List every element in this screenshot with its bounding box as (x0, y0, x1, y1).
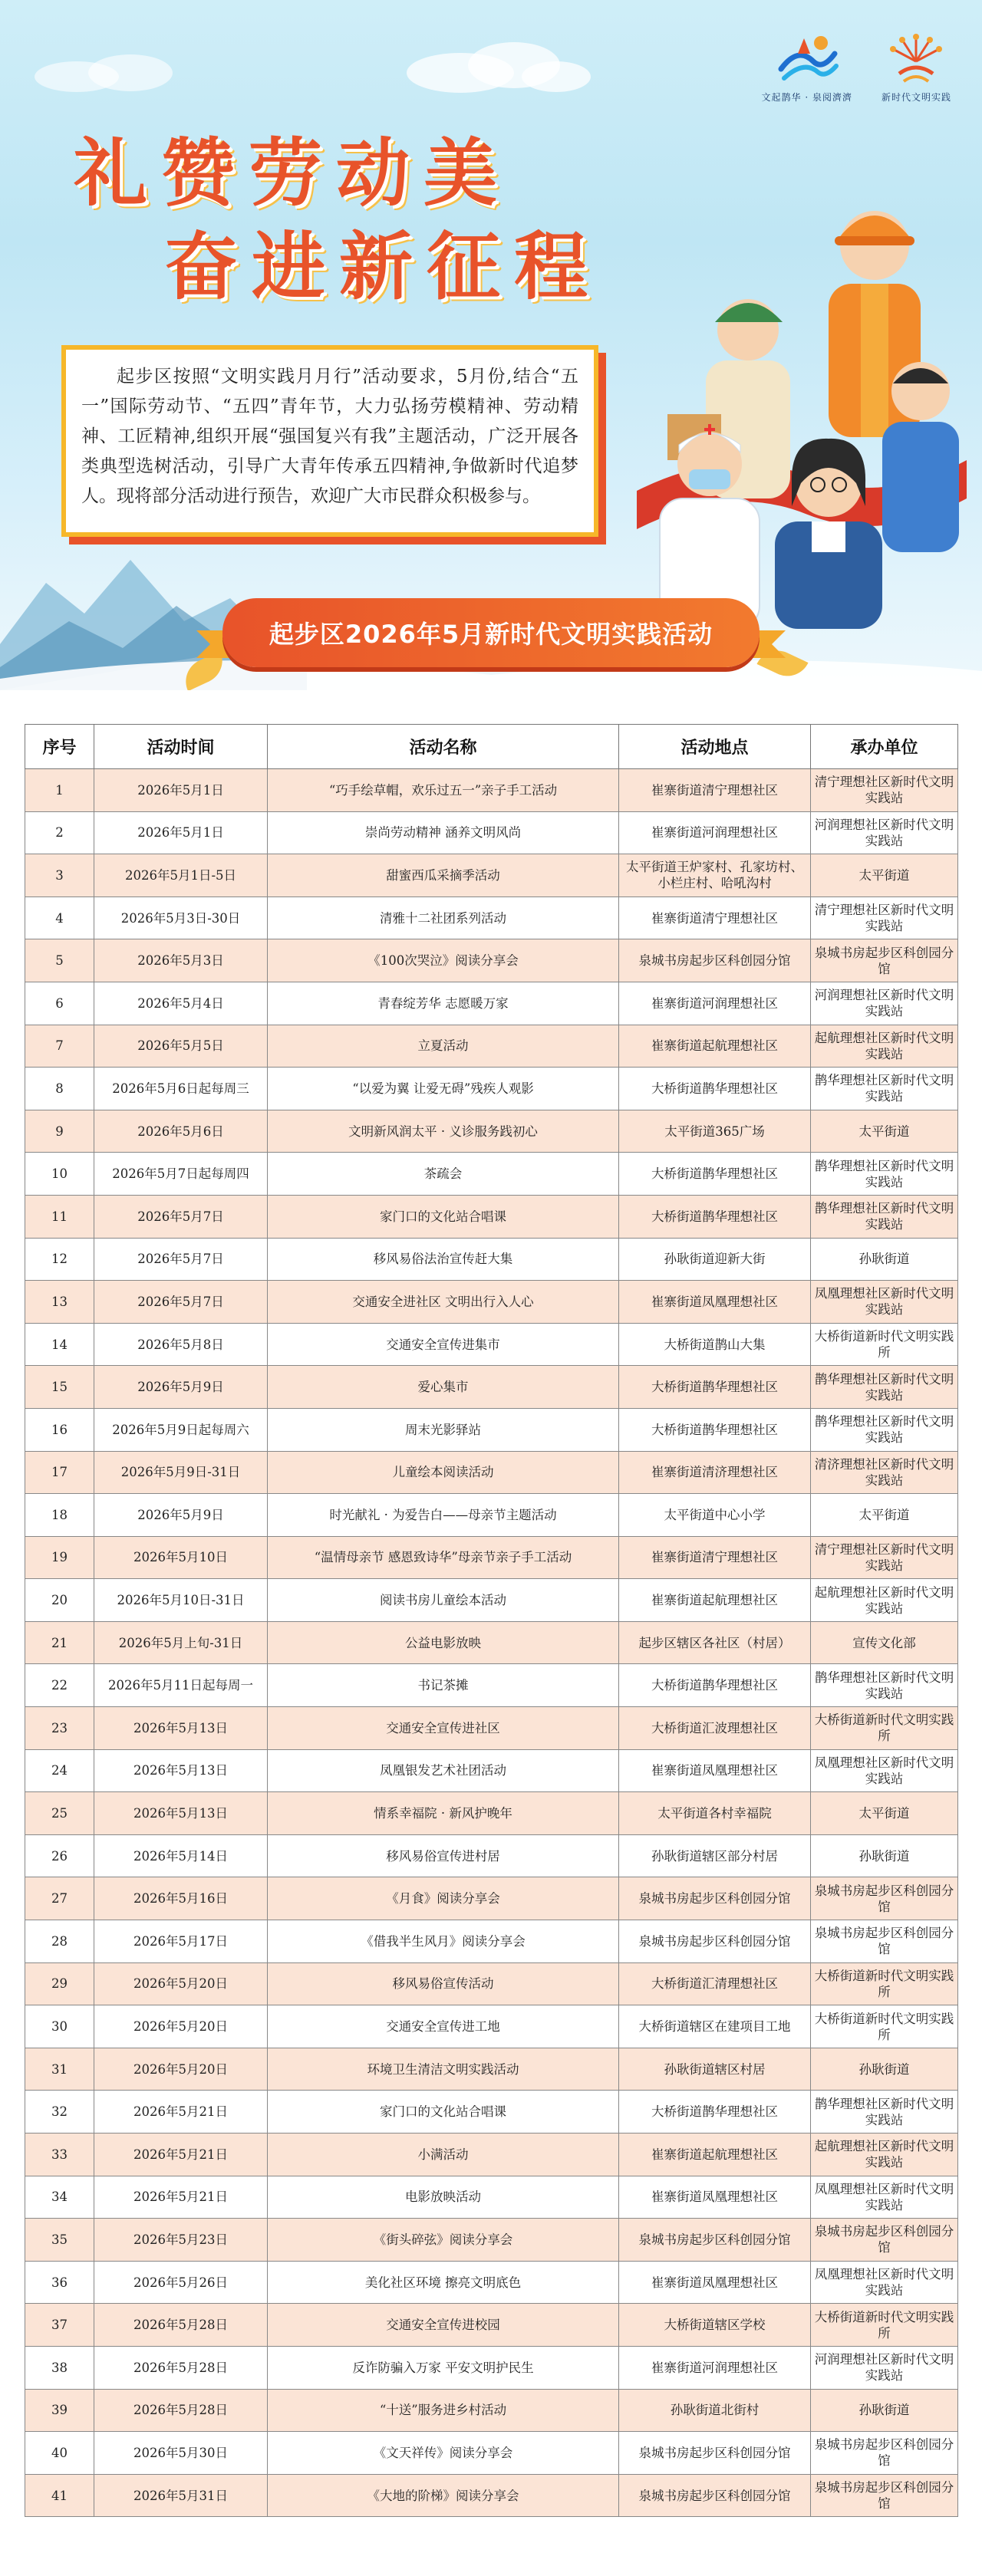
header-cell-location: 活动地点 (619, 725, 811, 769)
cell-location: 崔寨街道凤凰理想社区 (619, 2261, 811, 2304)
civilization-logo-icon (884, 31, 948, 86)
table-row (25, 2474, 958, 2517)
cell-time: 2026年5月31日 (94, 2474, 268, 2517)
table-row (25, 2389, 958, 2432)
table-row (25, 1281, 958, 1324)
table-row (25, 1494, 958, 1537)
cell-index: 9 (25, 1110, 94, 1153)
cell-time: 2026年5月11日起每周一 (94, 1664, 268, 1707)
cell-location: 崔寨街道清济理想社区 (619, 1451, 811, 1494)
cell-name: 《100次哭泣》阅读分享会 (268, 939, 619, 982)
cell-index: 15 (25, 1366, 94, 1409)
table-row (25, 1323, 958, 1366)
cell-name: “以爱为翼 让爱无碍”残疾人观影 (268, 1068, 619, 1110)
cell-time: 2026年5月21日 (94, 2176, 268, 2219)
table-row (25, 1707, 958, 1750)
table-row (25, 1451, 958, 1494)
cell-location: 大桥街道辖区在建项目工地 (619, 2005, 811, 2048)
cell-time: 2026年5月9日起每周六 (94, 1408, 268, 1451)
cell-organizer: 孙耿街道 (811, 1834, 958, 1877)
cell-organizer: 鹊华理想社区新时代文明实践站 (811, 1408, 958, 1451)
cell-organizer: 宣传文化部 (811, 1621, 958, 1664)
logo-civilization-label: 新时代文明实践 (881, 92, 951, 103)
cell-index: 33 (25, 2134, 94, 2176)
cell-time: 2026年5月3日-30日 (94, 897, 268, 939)
cell-time: 2026年5月28日 (94, 2304, 268, 2347)
cell-index: 23 (25, 1707, 94, 1750)
header-cell-time: 活动时间 (94, 725, 268, 769)
cell-location: 泉城书房起步区科创园分馆 (619, 1877, 811, 1920)
cell-organizer: 泉城书房起步区科创园分馆 (811, 2432, 958, 2475)
table-row (25, 1877, 958, 1920)
cell-time: 2026年5月26日 (94, 2261, 268, 2304)
cell-index: 10 (25, 1153, 94, 1196)
cell-location: 崔寨街道河润理想社区 (619, 982, 811, 1025)
cell-location: 孙耿街道迎新大街 (619, 1238, 811, 1281)
cell-organizer: 鹊华理想社区新时代文明实践站 (811, 1664, 958, 1707)
cell-index: 5 (25, 939, 94, 982)
cell-organizer: 太平街道 (811, 1494, 958, 1537)
cell-time: 2026年5月7日 (94, 1281, 268, 1324)
cell-index: 18 (25, 1494, 94, 1537)
cell-index: 36 (25, 2261, 94, 2304)
cell-location: 崔寨街道凤凰理想社区 (619, 1281, 811, 1324)
cell-time: 2026年5月6日 (94, 1110, 268, 1153)
cell-index: 40 (25, 2432, 94, 2475)
table-row (25, 769, 958, 812)
cell-time: 2026年5月10日-31日 (94, 1579, 268, 1622)
cell-location: 泉城书房起步区科创园分馆 (619, 2432, 811, 2475)
cell-location: 泉城书房起步区科创园分馆 (619, 2219, 811, 2262)
cell-name: 移风易俗宣传进村居 (268, 1834, 619, 1877)
cell-organizer: 太平街道 (811, 1792, 958, 1835)
cell-name: 《月食》阅读分享会 (268, 1877, 619, 1920)
table-row (25, 854, 958, 897)
cell-location: 大桥街道辖区学校 (619, 2304, 811, 2347)
cell-time: 2026年5月上旬-31日 (94, 1621, 268, 1664)
cell-organizer: 大桥街道新时代文明实践所 (811, 1323, 958, 1366)
cell-time: 2026年5月1日 (94, 811, 268, 854)
table-row (25, 2346, 958, 2389)
cell-index: 32 (25, 2091, 94, 2134)
logo-wenqi-label: 文起鹊华 · 泉阅濟濟 (761, 92, 852, 103)
table-row (25, 1621, 958, 1664)
cell-time: 2026年5月6日起每周三 (94, 1068, 268, 1110)
table-row (25, 2304, 958, 2347)
cell-index: 21 (25, 1621, 94, 1664)
cell-index: 34 (25, 2176, 94, 2219)
cell-name: 电影放映活动 (268, 2176, 619, 2219)
activity-table-container (25, 724, 957, 2517)
cell-organizer: 大桥街道新时代文明实践所 (811, 2304, 958, 2347)
cell-organizer: 太平街道 (811, 1110, 958, 1153)
cell-index: 31 (25, 2048, 94, 2091)
cell-name: “十送”服务进乡村活动 (268, 2389, 619, 2432)
cell-time: 2026年5月14日 (94, 1834, 268, 1877)
cell-time: 2026年5月20日 (94, 2005, 268, 2048)
cell-name: 茶疏会 (268, 1153, 619, 1196)
cell-name: 交通安全宣传进集市 (268, 1323, 619, 1366)
table-row (25, 1195, 958, 1238)
cell-location: 大桥街道汇波理想社区 (619, 1707, 811, 1750)
cell-time: 2026年5月28日 (94, 2346, 268, 2389)
table-row (25, 1664, 958, 1707)
workers-illustration (637, 169, 967, 629)
cell-location: 起步区辖区各社区（村居） (619, 1621, 811, 1664)
cell-organizer: 太平街道 (811, 854, 958, 897)
table-row (25, 1366, 958, 1409)
table-row (25, 939, 958, 982)
cell-organizer: 孙耿街道 (811, 1238, 958, 1281)
header-cell-index: 序号 (25, 725, 94, 769)
cell-organizer: 泉城书房起步区科创园分馆 (811, 2219, 958, 2262)
table-row (25, 2048, 958, 2091)
cell-name: 情系幸福院 · 新风护晚年 (268, 1792, 619, 1835)
cell-name: 移风易俗宣传活动 (268, 1962, 619, 2005)
cell-organizer: 大桥街道新时代文明实践所 (811, 1962, 958, 2005)
cell-name: 时光献礼 · 为爱告白——母亲节主题活动 (268, 1494, 619, 1537)
table-row (25, 1110, 958, 1153)
cell-location: 孙耿街道北街村 (619, 2389, 811, 2432)
cell-time: 2026年5月21日 (94, 2091, 268, 2134)
cell-index: 3 (25, 854, 94, 897)
cell-location: 太平街道365广场 (619, 1110, 811, 1153)
cell-index: 30 (25, 2005, 94, 2048)
cell-name: 交通安全宣传进社区 (268, 1707, 619, 1750)
cell-index: 16 (25, 1408, 94, 1451)
table-row (25, 1834, 958, 1877)
cell-name: 《文天祥传》阅读分享会 (268, 2432, 619, 2475)
cell-organizer: 泉城书房起步区科创园分馆 (811, 2474, 958, 2517)
cell-location: 崔寨街道清宁理想社区 (619, 897, 811, 939)
cell-organizer: 泉城书房起步区科创园分馆 (811, 1877, 958, 1920)
cell-organizer: 鹊华理想社区新时代文明实践站 (811, 1153, 958, 1196)
activity-table (25, 724, 958, 2517)
cell-index: 4 (25, 897, 94, 939)
cell-name: 反诈防骗入万家 平安文明护民生 (268, 2346, 619, 2389)
logo-wenqi (762, 31, 852, 104)
cell-time: 2026年5月7日 (94, 1195, 268, 1238)
cell-location: 崔寨街道起航理想社区 (619, 1579, 811, 1622)
cell-index: 6 (25, 982, 94, 1025)
table-row (25, 1920, 958, 1963)
cell-location: 大桥街道鹊山大集 (619, 1323, 811, 1366)
cell-organizer: 起航理想社区新时代文明实践站 (811, 1579, 958, 1622)
cell-name: 家门口的文化站合唱课 (268, 1195, 619, 1238)
table-row (25, 1068, 958, 1110)
header-cell-name: 活动名称 (268, 725, 619, 769)
cell-time: 2026年5月3日 (94, 939, 268, 982)
cell-time: 2026年5月9日-31日 (94, 1451, 268, 1494)
cell-organizer: 泉城书房起步区科创园分馆 (811, 1920, 958, 1963)
cell-index: 12 (25, 1238, 94, 1281)
table-row (25, 1153, 958, 1196)
cell-name: 清雅十二社团系列活动 (268, 897, 619, 939)
cell-name: “巧手绘草帽，欢乐过五一”亲子手工活动 (268, 769, 619, 812)
cell-index: 41 (25, 2474, 94, 2517)
cloud-icon (31, 46, 184, 100)
cell-organizer: 孙耿街道 (811, 2389, 958, 2432)
cell-index: 11 (25, 1195, 94, 1238)
hero-title-line1: 礼赞劳动美 (74, 130, 511, 216)
cell-organizer: 孙耿街道 (811, 2048, 958, 2091)
cell-organizer: 清宁理想社区新时代文明实践站 (811, 1536, 958, 1579)
cell-index: 26 (25, 1834, 94, 1877)
cell-location: 泉城书房起步区科创园分馆 (619, 1920, 811, 1963)
table-row (25, 2432, 958, 2475)
cell-time: 2026年5月13日 (94, 1792, 268, 1835)
cell-organizer: 凤凰理想社区新时代文明实践站 (811, 1749, 958, 1792)
cell-time: 2026年5月7日起每周四 (94, 1153, 268, 1196)
cell-location: 太平街道王炉家村、孔家坊村、小栏庄村、哈吼沟村 (619, 854, 811, 897)
cell-index: 38 (25, 2346, 94, 2389)
cell-organizer: 河润理想社区新时代文明实践站 (811, 811, 958, 854)
cell-time: 2026年5月20日 (94, 1962, 268, 2005)
cell-name: 家门口的文化站合唱课 (268, 2091, 619, 2134)
cell-time: 2026年5月1日 (94, 769, 268, 812)
cell-time: 2026年5月20日 (94, 2048, 268, 2091)
cell-index: 13 (25, 1281, 94, 1324)
cell-name: 公益电影放映 (268, 1621, 619, 1664)
cell-location: 大桥街道鹊华理想社区 (619, 1664, 811, 1707)
cell-time: 2026年5月16日 (94, 1877, 268, 1920)
cell-index: 25 (25, 1792, 94, 1835)
cell-organizer: 凤凰理想社区新时代文明实践站 (811, 2176, 958, 2219)
cell-index: 17 (25, 1451, 94, 1494)
table-header-row (25, 725, 958, 769)
cell-name: 《街头碎弦》阅读分享会 (268, 2219, 619, 2262)
cell-location: 崔寨街道河润理想社区 (619, 811, 811, 854)
cell-organizer: 泉城书房起步区科创园分馆 (811, 939, 958, 982)
cell-organizer: 凤凰理想社区新时代文明实践站 (811, 1281, 958, 1324)
cell-organizer: 大桥街道新时代文明实践所 (811, 1707, 958, 1750)
cell-location: 太平街道各村幸福院 (619, 1792, 811, 1835)
table-row (25, 2134, 958, 2176)
cell-index: 28 (25, 1920, 94, 1963)
table-body (25, 769, 958, 2517)
cell-name: 《大地的阶梯》阅读分享会 (268, 2474, 619, 2517)
cell-location: 大桥街道鹊华理想社区 (619, 1195, 811, 1238)
cell-time: 2026年5月9日 (94, 1494, 268, 1537)
cell-location: 崔寨街道凤凰理想社区 (619, 2176, 811, 2219)
cell-organizer: 鹊华理想社区新时代文明实践站 (811, 2091, 958, 2134)
cell-organizer: 起航理想社区新时代文明实践站 (811, 1025, 958, 1068)
cell-index: 22 (25, 1664, 94, 1707)
cell-index: 39 (25, 2389, 94, 2432)
cell-name: 爱心集市 (268, 1366, 619, 1409)
cell-location: 大桥街道汇清理想社区 (619, 1962, 811, 2005)
cell-location: 泉城书房起步区科创园分馆 (619, 2474, 811, 2517)
cell-location: 崔寨街道河润理想社区 (619, 2346, 811, 2389)
section-banner (222, 598, 760, 667)
cell-name: 阅读书房儿童绘本活动 (268, 1579, 619, 1622)
cell-location: 孙耿街道辖区部分村居 (619, 1834, 811, 1877)
cell-index: 19 (25, 1536, 94, 1579)
cell-organizer: 清宁理想社区新时代文明实践站 (811, 897, 958, 939)
cell-name: 崇尚劳动精神 涵养文明风尚 (268, 811, 619, 854)
cell-location: 崔寨街道起航理想社区 (619, 1025, 811, 1068)
cell-location: 大桥街道鹊华理想社区 (619, 1068, 811, 1110)
table-row (25, 1579, 958, 1622)
cell-organizer: 鹊华理想社区新时代文明实践站 (811, 1366, 958, 1409)
cell-name: 小满活动 (268, 2134, 619, 2176)
cell-time: 2026年5月17日 (94, 1920, 268, 1963)
cell-organizer: 鹊华理想社区新时代文明实践站 (811, 1068, 958, 1110)
cell-name: 凤凰银发艺术社团活动 (268, 1749, 619, 1792)
table-row (25, 1025, 958, 1068)
intro-box (61, 345, 598, 537)
cell-name: 美化社区环境 擦亮文明底色 (268, 2261, 619, 2304)
wave-logo-icon (775, 31, 839, 86)
cell-name: 《借我半生风月》阅读分享会 (268, 1920, 619, 1963)
table-row (25, 1749, 958, 1792)
table-row (25, 1408, 958, 1451)
cell-name: 交通安全宣传进工地 (268, 2005, 619, 2048)
cell-location: 大桥街道鹊华理想社区 (619, 1408, 811, 1451)
cell-index: 37 (25, 2304, 94, 2347)
cell-name: 交通安全进社区 文明出行入人心 (268, 1281, 619, 1324)
cell-organizer: 清济理想社区新时代文明实践站 (811, 1451, 958, 1494)
hero-section (0, 0, 982, 690)
cell-organizer: 河润理想社区新时代文明实践站 (811, 982, 958, 1025)
cell-organizer: 大桥街道新时代文明实践所 (811, 2005, 958, 2048)
cell-time: 2026年5月23日 (94, 2219, 268, 2262)
cell-name: 青春绽芳华 志愿暖万家 (268, 982, 619, 1025)
cell-name: 环境卫生清洁文明实践活动 (268, 2048, 619, 2091)
header-cell-organizer: 承办单位 (811, 725, 958, 769)
table-row (25, 1536, 958, 1579)
cell-location: 崔寨街道清宁理想社区 (619, 769, 811, 812)
cell-name: 交通安全宣传进校园 (268, 2304, 619, 2347)
section-banner-title: 起步区2026年5月新时代文明实践活动 (269, 620, 713, 649)
cell-time: 2026年5月1日-5日 (94, 854, 268, 897)
cell-index: 27 (25, 1877, 94, 1920)
cell-index: 8 (25, 1068, 94, 1110)
logo-group (762, 31, 951, 104)
cell-index: 35 (25, 2219, 94, 2262)
cell-organizer: 鹊华理想社区新时代文明实践站 (811, 1195, 958, 1238)
cell-location: 大桥街道鹊华理想社区 (619, 1153, 811, 1196)
cell-organizer: 起航理想社区新时代文明实践站 (811, 2134, 958, 2176)
table-row (25, 2091, 958, 2134)
cell-name: 周末光影驿站 (268, 1408, 619, 1451)
cell-location: 泉城书房起步区科创园分馆 (619, 939, 811, 982)
cell-index: 2 (25, 811, 94, 854)
cell-time: 2026年5月21日 (94, 2134, 268, 2176)
cell-index: 24 (25, 1749, 94, 1792)
cell-location: 太平街道中心小学 (619, 1494, 811, 1537)
table-row (25, 2176, 958, 2219)
cell-name: 甜蜜西瓜采摘季活动 (268, 854, 619, 897)
table-row (25, 982, 958, 1025)
table-row (25, 2005, 958, 2048)
cell-organizer: 清宁理想社区新时代文明实践站 (811, 769, 958, 812)
cell-name: “温情母亲节 感恩致诗华”母亲节亲子手工活动 (268, 1536, 619, 1579)
cell-location: 孙耿街道辖区村居 (619, 2048, 811, 2091)
cell-name: 文明新风润太平 · 义诊服务践初心 (268, 1110, 619, 1153)
cell-location: 崔寨街道凤凰理想社区 (619, 1749, 811, 1792)
table-row (25, 2261, 958, 2304)
cell-location: 崔寨街道清宁理想社区 (619, 1536, 811, 1579)
table-row (25, 2219, 958, 2262)
cell-time: 2026年5月10日 (94, 1536, 268, 1579)
table-row (25, 897, 958, 939)
cell-time: 2026年5月30日 (94, 2432, 268, 2475)
cell-index: 29 (25, 1962, 94, 2005)
cell-time: 2026年5月13日 (94, 1749, 268, 1792)
cell-time: 2026年5月4日 (94, 982, 268, 1025)
cloud-icon (399, 31, 598, 100)
cell-index: 1 (25, 769, 94, 812)
table-row (25, 1792, 958, 1835)
cell-location: 大桥街道鹊华理想社区 (619, 2091, 811, 2134)
cell-name: 书记茶摊 (268, 1664, 619, 1707)
cell-time: 2026年5月5日 (94, 1025, 268, 1068)
cell-name: 儿童绘本阅读活动 (268, 1451, 619, 1494)
table-row (25, 1238, 958, 1281)
cell-index: 20 (25, 1579, 94, 1622)
cell-index: 14 (25, 1323, 94, 1366)
cell-index: 7 (25, 1025, 94, 1068)
cell-time: 2026年5月8日 (94, 1323, 268, 1366)
cell-name: 移风易俗法治宣传赶大集 (268, 1238, 619, 1281)
hero-title-line2: 奋进新征程 (164, 223, 601, 310)
cell-time: 2026年5月13日 (94, 1707, 268, 1750)
logo-civilization (881, 31, 951, 104)
cell-time: 2026年5月28日 (94, 2389, 268, 2432)
cell-time: 2026年5月9日 (94, 1366, 268, 1409)
cell-location: 大桥街道鹊华理想社区 (619, 1366, 811, 1409)
cell-time: 2026年5月7日 (94, 1238, 268, 1281)
cell-location: 崔寨街道起航理想社区 (619, 2134, 811, 2176)
intro-text: 起步区按照“文明实践月月行”活动要求，5月份,结合“五一”国际劳动节、“五四”青年节，大力弘扬劳模精神、劳动精神、工匠精神,组织开展“强国复兴有我”主题活动，广泛开展各类典型选树活动，引导广大青年传承五四精神,争做新时代追梦人。现将部分活动进行预告，欢迎广大市民群众积极参与。 (81, 367, 578, 506)
cell-organizer: 凤凰理想社区新时代文明实践站 (811, 2261, 958, 2304)
table-row (25, 1962, 958, 2005)
cell-organizer: 河润理想社区新时代文明实践站 (811, 2346, 958, 2389)
table-row (25, 811, 958, 854)
cell-name: 立夏活动 (268, 1025, 619, 1068)
